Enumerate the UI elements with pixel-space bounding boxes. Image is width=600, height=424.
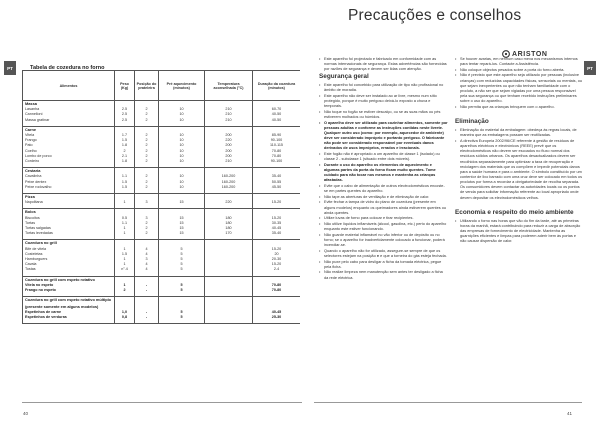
- column-header: Temperatura aconselhada (°C): [205, 71, 253, 101]
- table-cell: 200: [205, 149, 253, 154]
- table-cell: Vitela no espeto: [23, 283, 115, 288]
- table-cell: [253, 297, 301, 310]
- table-cell: 2.5: [115, 112, 135, 117]
- table-cell: 1.5: [115, 185, 135, 190]
- table-cell: 2: [135, 159, 159, 164]
- table-cell: [205, 276, 253, 283]
- table-cell: [135, 168, 159, 175]
- table-cell: 50-55: [253, 180, 301, 185]
- category-cell: [23, 209, 115, 216]
- environment-list: [455, 219, 583, 245]
- column-header: Pré aquecimento (minutos): [159, 71, 205, 101]
- table-cell: Tortas levedadas: [23, 231, 115, 236]
- table-cell: Cavala: [23, 262, 115, 267]
- table-cell: 15: [159, 226, 205, 231]
- list-item: • A directiva Europeia 2002/96/CE referente à gestão de resíduos de aparelhos eléctricos e electrónicos (REEE) prevê que os electrodomésticos não devem ser escoados no fluxo normal dos resíduos sólidos urbanos. Os aparelhos desactualizados devem ser recolhidos separadamente para optimizar a taxa de recuperação e reciclagem dos materiais que os compõem e impedir potenciais danos para a saúde humana e para o ambiente. O símbolo constituído por um contentor de lixo barrado com uma cruz deve ser colocado em todos os produtos por forma a recordar a obrigatoriedade de recolha separada. Os consumidores devem contactar as autoridades locais ou os pontos de venda para solicitar informação referente ao local apropriado onde devem depositar os electrodomésticos velhos.: [455, 139, 583, 201]
- table-cell: 70-80: [253, 288, 301, 293]
- table-cell: [159, 126, 205, 133]
- list-item: • Utilizando o forno nas horas que vão do fim da tarde, até as primeiras horas da manhã, estará contribuindo para reduzir a carga de absorção das empresas de fornecimento de electricidade. Mantenha as guarnições eficientes e limpas para poderem aderir bem às portas e não causar dispersão de calor.: [455, 219, 583, 245]
- table-cell: Tortas: [23, 221, 115, 226]
- table-cell: 5: [159, 315, 205, 320]
- list-item: • Não realize limpeza nem manutenção sem antes ter desligado a ficha da rede eléctrica.: [319, 270, 448, 280]
- table-cell: 40-50: [253, 118, 301, 123]
- footer-rule-right: [314, 402, 582, 403]
- table-cell: 2: [135, 154, 159, 159]
- table-cell: 5: [159, 310, 205, 315]
- column-header: Duração da cozedura (minutos): [253, 71, 301, 101]
- safety-column-b: [455, 57, 583, 245]
- table-cell: 2: [135, 174, 159, 179]
- table-cell: 5: [159, 262, 205, 267]
- table-cell: [135, 240, 159, 247]
- table-cell: [115, 209, 135, 216]
- table-cell: 160-200: [205, 180, 253, 185]
- table-cell: 210: [205, 118, 253, 123]
- table-cell: [253, 276, 301, 283]
- table-cell: 2: [135, 107, 159, 112]
- list-item: • Este aparelho foi concebido para utilização de tipo não profissional no âmbito de moradia.: [319, 83, 448, 93]
- table-cell: [135, 276, 159, 283]
- category-name: Pizza: [25, 194, 35, 200]
- list-item: • Evite que o cabo de alimentação de outros electrodomésticos encoste-se em partes quentes do aparelho.: [319, 184, 448, 194]
- spacer-row: [23, 320, 301, 324]
- table-cell: 220: [205, 200, 253, 205]
- table-cell: 1: [115, 226, 135, 231]
- safety-list-continued: [455, 57, 583, 110]
- table-cell: 4: [135, 247, 159, 252]
- table-cell: [115, 126, 135, 133]
- category-row: [23, 297, 301, 310]
- table-cell: 35-40: [253, 231, 301, 236]
- table-cell: 15: [159, 200, 205, 205]
- table-cell: -: [135, 315, 159, 320]
- table-cell: Espetinhos de carne: [23, 310, 115, 315]
- category-row: [23, 240, 301, 247]
- table-cell: 3: [135, 257, 159, 262]
- category-row: [23, 276, 301, 283]
- table-cell: 2: [135, 180, 159, 185]
- table-cell: Hamburguers: [23, 257, 115, 262]
- table-cell: 15-20: [253, 247, 301, 252]
- cooking-table-header: [23, 71, 301, 101]
- table-cell: 90-100: [253, 159, 301, 164]
- table-cell: 1: [115, 257, 135, 262]
- table-cell: 180: [205, 216, 253, 221]
- table-cell: 1.8: [115, 143, 135, 148]
- table-cell: 5: [159, 267, 205, 272]
- table-cell: [159, 101, 205, 108]
- table-cell: 110-115: [253, 143, 301, 148]
- table-cell: 10: [159, 118, 205, 123]
- table-cell: 45-50: [253, 185, 301, 190]
- category-cell: [23, 101, 115, 108]
- table-cell: 1.1: [115, 174, 135, 179]
- table-cell: [135, 194, 159, 201]
- table-cell: 15-20: [253, 262, 301, 267]
- table-cell: 2: [135, 118, 159, 123]
- table-cell: Cavalinha: [23, 174, 115, 179]
- spacer-cell: [159, 320, 205, 324]
- table-cell: 40-45: [253, 226, 301, 231]
- table-cell: 2.5: [115, 118, 135, 123]
- table-cell: -: [135, 310, 159, 315]
- table-cell: [253, 209, 301, 216]
- language-tab-right: PT: [584, 61, 596, 75]
- page-title: Precauções e conselhos: [348, 7, 522, 24]
- category-name: Carne: [25, 126, 37, 132]
- table-cell: 2: [135, 143, 159, 148]
- table-cell: [115, 194, 135, 201]
- table-cell: 2: [135, 138, 159, 143]
- table-cell: 90-100: [253, 138, 301, 143]
- list-item: • Não tape as aberturas de ventilação e de eliminação de calor.: [319, 195, 448, 200]
- table-cell: Massa gratinar: [23, 118, 115, 123]
- table-cell: Lombo de porco: [23, 154, 115, 159]
- table-cell: 3: [135, 200, 159, 205]
- list-item: • O aparelho deve ser utilizado para cozinhar alimentos, somente por pessoas adultas e conforme as instruções contidas neste livrete. Qualquer outro uso (como: por exemplo, aquecedor de ambiente) deve ser considerado impróprio e portanto perigoso. O fabricante não pode ser considerado responsável por eventuais danos derivados de usos impróprios, errados e irracionais.: [319, 121, 448, 152]
- table-cell: [115, 101, 135, 108]
- category-cell: [23, 240, 115, 247]
- cooking-table-container: [22, 70, 300, 380]
- table-cell: 1: [115, 247, 135, 252]
- table-cell: Cordeiro: [23, 159, 115, 164]
- column-header: Peso (Kg): [115, 71, 135, 101]
- table-cell: 1: [115, 262, 135, 267]
- table-cell: Coelho: [23, 149, 115, 154]
- table-cell: 200: [205, 154, 253, 159]
- cooking-table-body: [23, 101, 301, 324]
- table-cell: Frango: [23, 138, 115, 143]
- table-cell: 2: [135, 133, 159, 138]
- table-cell: 0,8: [115, 315, 135, 320]
- table-cell: [253, 194, 301, 201]
- table-cell: 5: [159, 252, 205, 257]
- table-cell: 10: [159, 107, 205, 112]
- table-cell: [205, 101, 253, 108]
- table-cell: 220: [205, 138, 253, 143]
- table-cell: 2-4: [253, 267, 301, 272]
- table-cell: 5: [159, 283, 205, 288]
- table-cell: 10: [159, 180, 205, 185]
- category-cell: [23, 194, 115, 201]
- list-item: • Não puxe pelo cabo para desligar a ficha da tomada eléctrica, pegue pela ficha.: [319, 260, 448, 270]
- category-row: [23, 101, 301, 108]
- list-item: • Se houver avarias, em nenhum caso mexa nos mecanismos internos para tentar repará-los. Contacte a Assistência.: [455, 57, 583, 67]
- category-row: [23, 168, 301, 175]
- table-cell: Peixe dentex: [23, 180, 115, 185]
- table-cell: Cannelloni: [23, 112, 115, 117]
- table-cell: 1,0: [115, 310, 135, 315]
- page-number-right: 41: [567, 411, 573, 416]
- table-cell: 15: [159, 231, 205, 236]
- list-item: • Evite fechar a tampa de vidro do plano de cozedura (presente em alguns modelos) enquanto os queimadores ainda estiverem quentes ou ainda quentes.: [319, 200, 448, 215]
- table-cell: Pato: [23, 143, 115, 148]
- table-cell: 2: [115, 288, 135, 293]
- table-cell: Lasanha: [23, 107, 115, 112]
- section-title-disposal: Eliminação: [455, 118, 489, 126]
- table-cell: Tortas salgadas: [23, 226, 115, 231]
- list-item: • Não permita que as crianças brinquem com o aparelho.: [455, 105, 583, 110]
- brand-logo-text: ARISTON: [512, 50, 548, 58]
- intro-paragraph: • Este aparelho foi projectado e fabricado em conformidade com as normas internacionais de segurança. Estas advertências são fornecidas por razões de segurança e devem ser lidas com atenção.: [319, 57, 448, 72]
- category-row: [23, 209, 301, 216]
- table-cell: [205, 126, 253, 133]
- table-cell: 70-80: [253, 149, 301, 154]
- table-cell: Vitela: [23, 133, 115, 138]
- spacer-cell: [205, 320, 253, 324]
- table-cell: [159, 194, 205, 201]
- table-cell: -: [135, 283, 159, 288]
- table-cell: 5: [159, 247, 205, 252]
- table-cell: [115, 168, 135, 175]
- table-cell: 4: [135, 262, 159, 267]
- table-cell: 4: [135, 267, 159, 272]
- list-item: • Utilize luvas de forno para colocar e tirar recipientes.: [319, 216, 448, 221]
- table-cell: 1.7: [115, 133, 135, 138]
- table-cell: [205, 209, 253, 216]
- table-cell: Espetinhos de verduras: [23, 315, 115, 320]
- table-cell: [159, 276, 205, 283]
- table-cell: Costeletas: [23, 252, 115, 257]
- table-cell: 2.5: [115, 107, 135, 112]
- category-cell: [23, 276, 115, 283]
- table-cell: 10: [159, 133, 205, 138]
- category-name: Cozedura no grill com espeto rotativo: [25, 276, 95, 282]
- category-name: Cozedura no grill com espeto rotativo múltiplo (presente somente em alguns modelos): [25, 297, 112, 309]
- safety-column-a: [319, 57, 448, 281]
- page-number-left: 40: [23, 411, 29, 416]
- table-cell: [253, 168, 301, 175]
- table-cell: [253, 240, 301, 247]
- spacer-cell: [135, 320, 159, 324]
- table-cell: 1.5: [115, 138, 135, 143]
- table-cell: [159, 209, 205, 216]
- table-cell: 210: [205, 107, 253, 112]
- list-item: • Não utilize líquidos inflamáveis (álcool, gasolina, etc.) perto do aparelho enquanto este estiver funcionando.: [319, 222, 448, 232]
- list-item: • Durante o uso do aparelho os elementos de aquecimento e algumas partes da porta do forno ficam muito quentes. Tome cuidado para não tocar nos mesmos e mantenha as crianças afastadas.: [319, 163, 448, 184]
- table-cell: 70-80: [253, 283, 301, 288]
- list-item: • Quando o aparelho não for utilizado, assegure-se sempre de que os selectores estejam na posição ● e que a torneira do gás esteja fechada.: [319, 249, 448, 259]
- section-title-general-safety: Segurança geral: [319, 72, 369, 80]
- list-item: • Não é previsto que este aparelho seja utilizado por pessoas (inclusive crianças) com reduzidas capacidades físicas, sensoriais ou mentais, ou que sejam inexperientes ou que não tenham familiaridade com o produto, a não ser que sejam vigiadas por uma pessoa responsável pela sua segurança ou que tenham recebido instruções preliminares sobre o uso do aparelho.: [455, 73, 583, 104]
- table-cell: 210: [205, 159, 253, 164]
- category-name: Massa: [25, 101, 37, 106]
- table-cell: 20: [253, 252, 301, 257]
- language-tab-left: PT: [4, 61, 16, 75]
- column-header: Alimentos: [23, 71, 115, 101]
- table-cell: 5: [159, 288, 205, 293]
- table-cell: 1.1: [115, 221, 135, 226]
- table-cell: [135, 209, 159, 216]
- table-cell: 2.1: [115, 154, 135, 159]
- table-cell: 85-90: [253, 133, 301, 138]
- table-cell: Biscoitos: [23, 216, 115, 221]
- table-cell: 2: [115, 149, 135, 154]
- table-cell: 160-200: [205, 174, 253, 179]
- table-cell: [205, 297, 253, 310]
- table-cell: n°.4: [115, 267, 135, 272]
- table-cell: 1: [115, 283, 135, 288]
- table-cell: 15: [159, 221, 205, 226]
- table-cell: 2: [135, 226, 159, 231]
- table-cell: Frango no espeto: [23, 288, 115, 293]
- general-safety-list: [319, 83, 448, 281]
- table-cell: Napolitana: [23, 200, 115, 205]
- table-cell: [253, 126, 301, 133]
- table-cell: 10: [159, 185, 205, 190]
- table-cell: [253, 101, 301, 108]
- category-name: Bolos: [25, 209, 36, 215]
- table-cell: 180: [205, 226, 253, 231]
- table-cell: 15: [159, 216, 205, 221]
- table-cell: 2: [135, 185, 159, 190]
- table-cell: [135, 297, 159, 310]
- table-cell: [115, 240, 135, 247]
- table-cell: 10: [159, 138, 205, 143]
- table-cell: [205, 194, 253, 201]
- table-cell: [159, 168, 205, 175]
- list-item: • Não toque no fogão se estiver descalço, ou se as suas mãos ou pés estiverem molhados ou húmidos.: [319, 110, 448, 120]
- table-cell: [115, 276, 135, 283]
- table-cell: 1: [115, 231, 135, 236]
- table-cell: [115, 297, 135, 310]
- list-item: • Este fogão não é apropriado a um aparelho de classe 1 (isolado) ou classe 2 - subclasse 1 (situado entre dois móveis).: [319, 152, 448, 162]
- table-cell: 2: [135, 221, 159, 226]
- category-name: Cestaria: [25, 168, 41, 174]
- table-cell: 35-40: [253, 174, 301, 179]
- spacer-cell: [115, 320, 135, 324]
- disposal-list: [455, 128, 583, 201]
- table-cell: 30-35: [253, 221, 301, 226]
- cooking-table: [22, 70, 300, 324]
- table-cell: 10: [159, 174, 205, 179]
- category-cell: [23, 126, 115, 133]
- table-cell: 0.5: [115, 216, 135, 221]
- table-cell: 25-30: [253, 315, 301, 320]
- table-cell: 15-20: [253, 200, 301, 205]
- table-cell: 10: [159, 143, 205, 148]
- list-item: • Eliminação do material da embalagem: obedeça às regras locais, de maneira que as embalagens possam ser reutilizadas.: [455, 128, 583, 138]
- table-cell: 2: [135, 112, 159, 117]
- table-cell: Tostas: [23, 267, 115, 272]
- table-cell: 40-50: [253, 112, 301, 117]
- table-cell: 3: [135, 216, 159, 221]
- table-cell: 1.5: [115, 252, 135, 257]
- table-cell: 10: [159, 112, 205, 117]
- table-cell: [205, 240, 253, 247]
- category-row: [23, 194, 301, 201]
- table-cell: 60-70: [253, 107, 301, 112]
- table-cell: 2: [135, 149, 159, 154]
- table-cell: Bife de vitela: [23, 247, 115, 252]
- category-cell: [23, 168, 115, 175]
- table-cell: Peixe rodovalho: [23, 185, 115, 190]
- table-cell: 180: [205, 221, 253, 226]
- table-cell: [135, 126, 159, 133]
- table-cell: [135, 101, 159, 108]
- spacer-cell: [23, 320, 115, 324]
- spacer-cell: [253, 320, 301, 324]
- table-cell: 15-20: [253, 216, 301, 221]
- table-cell: 20-30: [253, 257, 301, 262]
- table-cell: [159, 240, 205, 247]
- table-cell: 10: [159, 154, 205, 159]
- table-cell: 1: [115, 200, 135, 205]
- category-row: [23, 126, 301, 133]
- table-cell: 10: [159, 149, 205, 154]
- table-cell: 40-45: [253, 310, 301, 315]
- table-cell: 170: [205, 231, 253, 236]
- list-item: • Este aparelho não deve ser instalado ao ar livre, mesmo num sítio protegido, porque é muito perigoso deixá-lo exposto a chuva e temporais.: [319, 94, 448, 109]
- table-cell: 1.8: [115, 159, 135, 164]
- table-cell: 160-200: [205, 185, 253, 190]
- table-cell: -: [135, 288, 159, 293]
- section-title-environment: Economia e respeito do meio ambiente: [455, 208, 574, 216]
- table-cell: 10: [159, 159, 205, 164]
- table-cell: 200: [205, 143, 253, 148]
- list-item: • Não coloque objectos pesados sobre a porta do forno aberta.: [455, 68, 583, 73]
- table-cell: 5: [159, 257, 205, 262]
- table-cell: [205, 168, 253, 175]
- footer-rule-left: [22, 402, 302, 403]
- table-cell: 1.5: [115, 180, 135, 185]
- list-item: • Não guarde material inflamável no vão inferior ou de depósito ou no forno; se o aparelho for inadvertidamente colocado a funcionar, poderá incendiar-se.: [319, 233, 448, 248]
- cooking-table-title: Tabela de cozedura no forno: [30, 65, 105, 71]
- table-cell: 70-80: [253, 154, 301, 159]
- table-cell: [159, 297, 205, 310]
- table-cell: 2: [135, 231, 159, 236]
- category-cell: [23, 297, 115, 310]
- category-name: Cozedura no grill: [25, 240, 57, 246]
- column-header: Posição do prateleira: [135, 71, 159, 101]
- table-cell: 210: [205, 112, 253, 117]
- table-cell: 4: [135, 252, 159, 257]
- table-cell: 200: [205, 133, 253, 138]
